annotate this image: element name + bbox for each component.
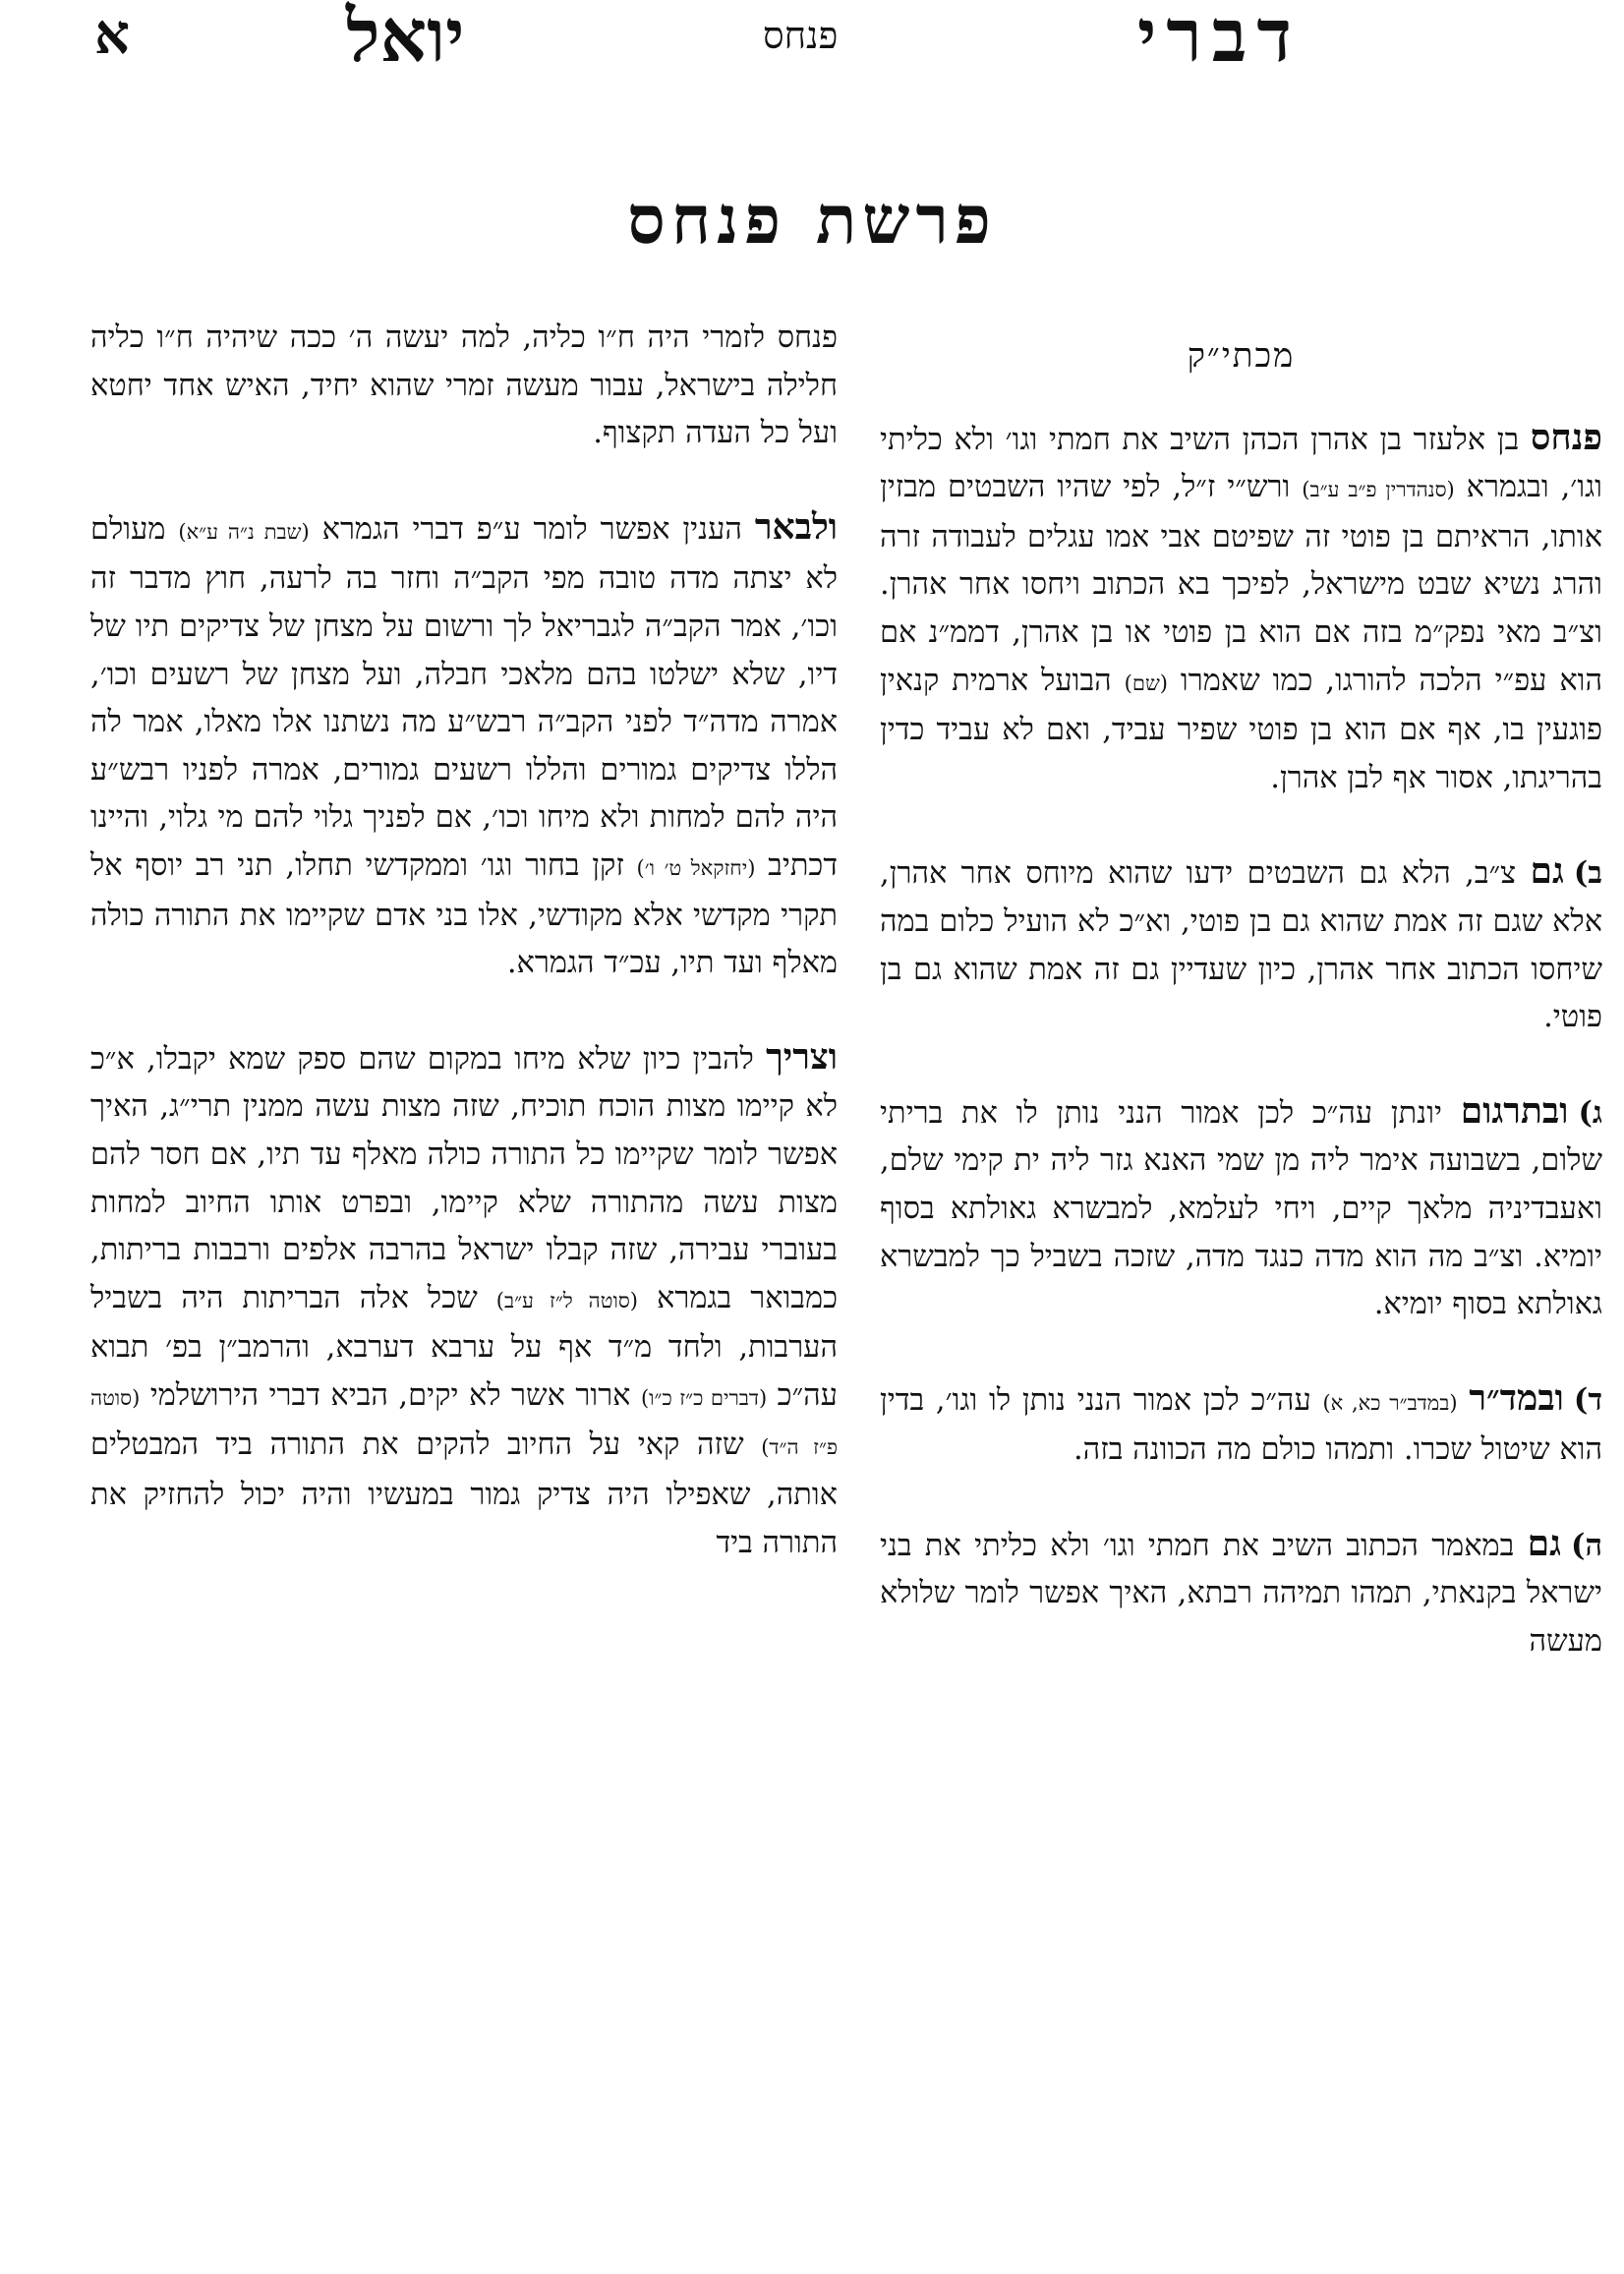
paragraph-lead: ובמד״ר: [1469, 1376, 1564, 1419]
paragraph-lead: גם: [1530, 850, 1564, 893]
paragraph-text: ארור אשר לא יקים, הביא דברי הירושלמי: [140, 1377, 641, 1413]
source-citation: (שבת נ״ה ע״א): [178, 519, 310, 544]
paragraph-text: פנחס לזמרי היה ח״ו כליה, למה יעשה ה׳ ככה שיהיה ח״ו כליה חלילה בישראל, עבור מעשה זמרי שהוא יחיד, האיש אחד יחטא ועל כל העדה תקצוף.: [90, 321, 838, 451]
paragraph-lbaer: [90, 503, 838, 988]
paragraph-3: [880, 1087, 1602, 1329]
paragraph-1: [880, 414, 1602, 803]
paragraph-text: יונתן עה״כ לכן אמור הנני נותן לו את בריתי שלום, בשבועה אימר ליה מן שמי האנא גזר ליה ית קימי שלם, ואעבדיניה מלאך קיים, ויחי לעלמא, למבשרא גאולתא בסוף יומיא. וצ״ב מה הוא מדה כנגד מדה, שזכה בשביל כך למבשרא גאולתא בסוף יומיא.: [880, 1095, 1602, 1322]
paragraph-text: ורש״י ז״ל, לפי שהיו השבטים מבזין אותו, הראיתם בן פוטי זה שפיטם אבי אמו עגלים לעבודה זרה והרג נשיא שבט מישראל, לפיכך בא הכתוב ויחסו אחר אהרן. וצ״ב מאי נפק״מ בזה אם הוא בן פוטי או בן אהרן, דממ״נ אם הוא עפ״י הלכה להורגו, כמו שאמרו: [880, 470, 1603, 698]
paragraph-continued: [90, 315, 838, 458]
paragraph-number: ה): [1571, 1527, 1602, 1563]
paragraph-text: בן אלעזר בן אהרן הכהן השיב את חמתי וגו׳ ולא כליתי וגו׳, ובגמרא: [880, 422, 1602, 505]
paragraph-text: הבועל ארמית קנאין פוגעין בו, אף אם הוא בן פוטי שפיר עביד, ואם לא עביד כדין בהריגתו, אסור אף לבן אהרן.: [880, 663, 1602, 795]
right-column: [880, 315, 1602, 1712]
header-book-word-2: יואל: [346, 0, 465, 79]
paragraph-text: מעולם לא יצתה מדה טובה מפי הקב״ה וחזר בה לרעה, חוץ מדבר זה וכו׳, אמר הקב״ה לגבריאל לך ורשום על מצחן של צדיקים תיו של דיו, שלא ישלטו בהם מלאכי חבלה, ועל מצחן של רשעים וכו׳, אמרה מדה״ד לפני הקב״ה רבש״ע מה נשתנו אלו מאלו, אמר לה הללו צדיקים גמורים והללו רשעים גמורים, אמרה לפניו רבש״ע היה להם למחות ולא מיחו וכו׳, אם לפניך גלוי להם מי גלוי, והיינו דכתיב: [90, 511, 838, 883]
header-book-word-1: דברי: [1136, 0, 1302, 79]
source-citation: (יחזקאל ט׳ ו׳): [636, 855, 756, 880]
paragraph-text: זקן בחור וגו׳ וממקדשי תחלו, תני רב יוסף אל תקרי מקדשי אלא מקודשי, אלו בני אדם שקיימו את התורה כולה מאלף ועד תיו, עכ״ד הגמרא.: [90, 847, 838, 981]
paragraph-number: ב): [1573, 855, 1602, 892]
source-citation: (דברים כ״ז כ״ו): [640, 1385, 768, 1410]
paragraph-2: [880, 847, 1602, 1041]
source-citation: (סוטה פ״ז ה״ד): [90, 1385, 838, 1460]
source-citation: (שם): [1124, 671, 1168, 695]
paragraph-text: צ״ב, הלא גם השבטים ידעו שהוא מיוחס אחר אהרן, אלא שגם זה אמת שהוא גם בן פוטי, וא״כ לא הועיל כלום במה שיחסו הכתוב אחר אהרן, כיון שעדיין גם זה אמת שהוא גם בן פוטי.: [880, 856, 1602, 1035]
page-title: פרשת פנחס: [627, 181, 997, 260]
paragraph-5: [880, 1520, 1602, 1666]
source-citation: (סוטה ל״ז ע״ב): [495, 1288, 638, 1312]
paragraph-4: [880, 1374, 1602, 1475]
source-citation: (סנהדרין פ״ב ע״ב): [1302, 478, 1455, 502]
paragraph-text: הענין אפשר לומר ע״פ דברי הגמרא: [309, 511, 755, 547]
paragraph-text: שכל אלה הבריתות היה בשביל הערבות, ולחד מ״ד אף על ערבא דערבא, והרמב״ן בפ׳ תבוא עה״כ: [90, 1280, 838, 1413]
header-parsha: פנחס: [763, 14, 839, 57]
paragraph-lead: ובתרגום: [1460, 1089, 1569, 1132]
paragraph-text: במאמר הכתוב השיב את חמתי וגו׳ ולא כליתי את בני ישראל בקנאתי, תמהו תמיהה רבתא, האיך אפשר לומר שלולא מעשה: [880, 1528, 1602, 1660]
paragraph-text: שזה קאי על החיוב להקים את התורה ביד המבטלים אותה, שאפילו היה צדיק גמור במעשיו והיה יכול להחזיק את התורה ביד: [90, 1428, 838, 1560]
paragraph-number: ד): [1573, 1381, 1602, 1418]
paragraph-text: עה״כ לכן אמור הנני נותן לו וגו׳, בדין הוא שיטול שכרו. ותמהו כולם מה הכוונה בזה.: [880, 1382, 1602, 1468]
paragraph-tzarich: [90, 1033, 838, 1568]
paragraph-lead: ולבאר: [754, 505, 839, 548]
paragraph-number: ג): [1578, 1094, 1602, 1131]
paragraph-lead: וצריך: [766, 1035, 838, 1078]
paragraph-text: להבין כיון שלא מיחו במקום שהם ספק שמא יקבלו, א״כ לא קיימו מצות הוכח תוכיח, שזה מצות עשה ממנין תרי״ג, האיך אפשר לומר שקיימו כל התורה כולה מאלף עד תיו, אם חסר להם מצות עשה מהתורה שלא קיימו, ובפרט אותו החיוב למחות בעוברי עבירה, שזה קבלו ישראל בהרבה אלפים ורבבות בריתות, כמבואר בגמרא: [90, 1041, 838, 1315]
section-heading: מכתי״ק: [1187, 336, 1296, 376]
source-citation: (במדב״ר כא, א): [1322, 1390, 1458, 1415]
left-column: [90, 315, 838, 1612]
page-number: א: [94, 2, 130, 67]
paragraph-lead: גם: [1527, 1522, 1562, 1564]
paragraph-lead: פנחס: [1530, 416, 1602, 458]
